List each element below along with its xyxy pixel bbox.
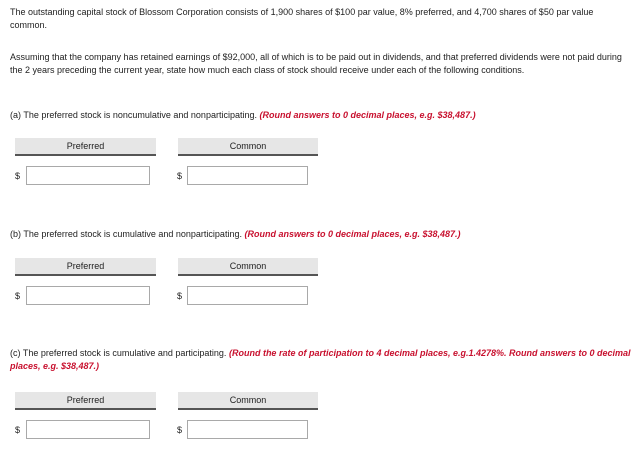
answer-table-c [15, 392, 318, 442]
question-b-text: (b) The preferred stock is cumulative and nonparticipating. [10, 229, 242, 239]
question-c [10, 347, 632, 373]
dollar-sign: $ [177, 171, 183, 181]
common-input-b[interactable] [187, 286, 308, 305]
common-header-c [178, 392, 318, 410]
dollar-sign: $ [15, 171, 21, 181]
common-input-a[interactable] [187, 166, 308, 185]
common-header-label: Common [229, 261, 267, 271]
common-header-label: Common [229, 141, 267, 151]
intro-paragraph-1: The outstanding capital stock of Blossom Corporation consists of 1,900 shares of $100 par value, 8% preferred, and 4,700 shares of $50 par value common. [10, 7, 594, 30]
dollar-sign: $ [15, 291, 21, 301]
question-b-instruction: (Round answers to 0 decimal places, e.g. $38,487.) [244, 229, 461, 239]
dollar-sign: $ [177, 425, 183, 435]
common-header-a [178, 138, 318, 156]
common-input-c[interactable] [187, 420, 308, 439]
preferred-header-a [15, 138, 156, 156]
question-c-text: (c) The preferred stock is cumulative and participating. [10, 348, 227, 358]
intro-paragraph-2: Assuming that the company has retained earnings of $92,000, all of which is to be paid out in dividends, and that preferred dividends were not paid during the 2 years preceding the current year, state how much each class of stock should receive under each of the following conditions. [10, 52, 622, 75]
dollar-sign: $ [15, 425, 21, 435]
preferred-header-label: Preferred [66, 395, 105, 405]
common-header-label: Common [229, 395, 267, 405]
question-c-instruction: (Round the rate of participation to 4 decimal places, e.g.1.4278%. Round answers to 0 decimal places, e.g. $38,487.) [10, 348, 631, 371]
preferred-header-label: Preferred [66, 261, 105, 271]
preferred-input-c[interactable] [26, 420, 150, 439]
question-b [10, 228, 632, 241]
preferred-header-label: Preferred [66, 141, 105, 151]
answer-table-b [15, 258, 318, 308]
preferred-header-c [15, 392, 156, 410]
question-a-instruction: (Round answers to 0 decimal places, e.g. $38,487.) [259, 110, 476, 120]
preferred-header-b [15, 258, 156, 276]
question-a-text: (a) The preferred stock is noncumulative and nonparticipating. [10, 110, 257, 120]
preferred-input-a[interactable] [26, 166, 150, 185]
preferred-input-b[interactable] [26, 286, 150, 305]
answer-table-a [15, 138, 318, 188]
question-a [10, 109, 632, 122]
dollar-sign: $ [177, 291, 183, 301]
common-header-b [178, 258, 318, 276]
